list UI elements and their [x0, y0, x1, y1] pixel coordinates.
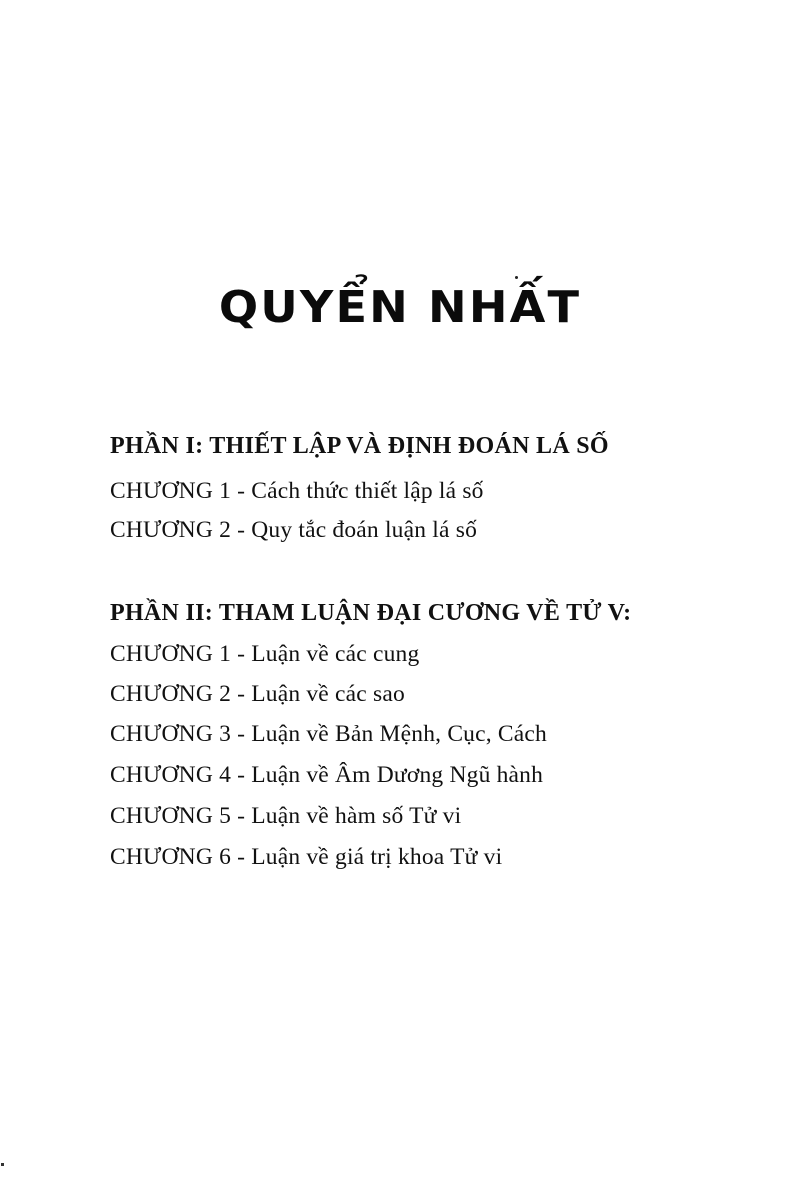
- ink-speck: [515, 276, 518, 279]
- part-1-chapter-2: CHƯƠNG 2 - Quy tắc đoán luận lá số: [110, 517, 478, 543]
- part-1-chapter-1: CHƯƠNG 1 - Cách thức thiết lập lá số: [110, 478, 484, 504]
- book-title: QUYỂN NHẤT: [218, 282, 582, 333]
- part-2-chapter-1: CHƯƠNG 1 - Luận về các cung: [110, 641, 420, 667]
- part-2-chapter-2: CHƯƠNG 2 - Luận về các sao: [110, 681, 405, 707]
- part-2-heading: PHẦN II: THAM LUẬN ĐẠI CƯƠNG VỀ TỬ V:: [110, 600, 632, 626]
- part-2-chapter-5: CHƯƠNG 5 - Luận về hàm số Tử vi: [110, 803, 462, 829]
- scan-edge-mark: [1, 1163, 4, 1166]
- part-2-chapter-3: CHƯƠNG 3 - Luận về Bản Mệnh, Cục, Cách: [110, 721, 548, 747]
- part-1-heading: PHẦN I: THIẾT LẬP VÀ ĐỊNH ĐOÁN LÁ SỐ: [110, 433, 609, 459]
- part-2-chapter-6: CHƯƠNG 6 - Luận về giá trị khoa Tử vi: [110, 844, 503, 870]
- part-2-chapter-4: CHƯƠNG 4 - Luận về Âm Dương Ngũ hành: [110, 762, 544, 788]
